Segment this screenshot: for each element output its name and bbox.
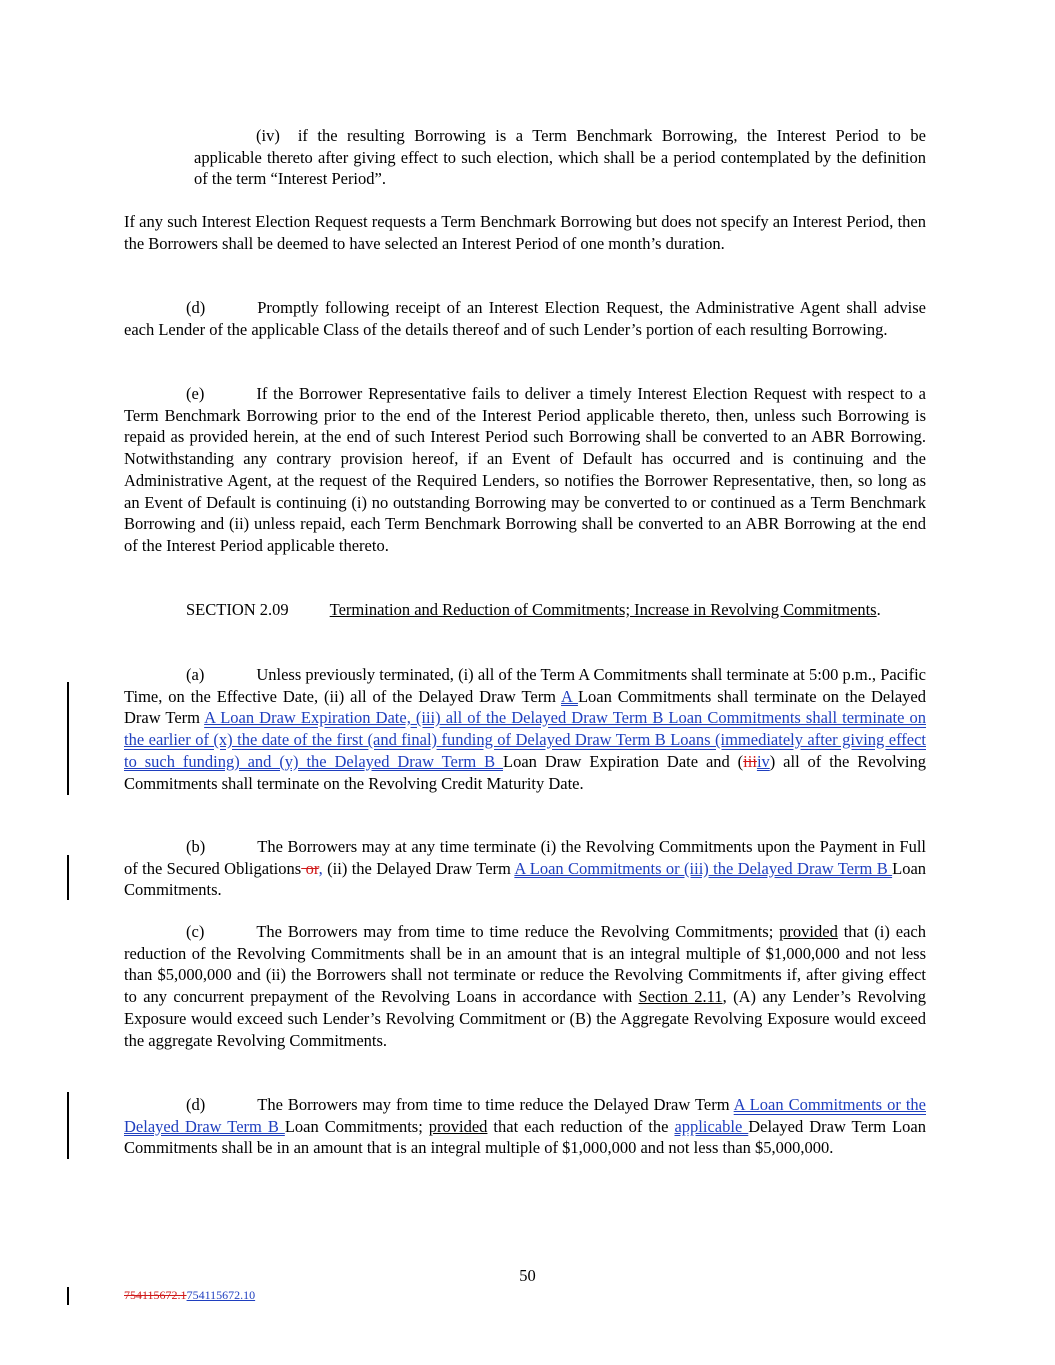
clause-d-delayed-draw-reduction <box>124 1094 926 1159</box>
clause-c-text-3: , (A) any Lender’s Revolving Exposure would exceed such Lender’s Revolving Commitment or (B) the Aggregate Revolving Exposure would exceed the aggregate Revolving Commitments. <box>124 987 926 1050</box>
paragraph-text: If any such Interest Election Request requests a Term Benchmark Borrowing but does not specify an Interest Period, then the Borrowers shall be deemed to have selected an Interest Period of one month’s duration. <box>124 212 926 253</box>
clause-iv-text: if the resulting Borrowing is a Term Benchmark Borrowing, the Interest Period to be applicable thereto after giving effect to such election, which shall be a period contemplated by the definition of the term “Interest Period”. <box>194 126 926 189</box>
clause-a-text-3: Loan Draw Expiration Date and ( <box>503 751 744 771</box>
section-reference: Section 2.11 <box>638 987 723 1007</box>
clause-a-number: (a) <box>186 665 205 684</box>
clause-a-text-1: Unless previously terminated, (i) all of the Term A Commitments shall terminate at 5:00 p.m., Pacific Time, on the Effective Date, (ii) all of the Delayed Draw Term <box>124 665 926 706</box>
section-period: . <box>876 600 881 619</box>
provided-term: provided <box>428 1116 488 1136</box>
clause-a-text-4: ) all of the Revolving Commitments shall terminate on the Revolving Credit Maturity Date. <box>124 751 927 793</box>
clause-a-termination <box>124 664 926 794</box>
clause-iv <box>194 125 926 190</box>
clause-b-text-1: The Borrowers may at any time terminate (i) the Revolving Commitments upon the Payment in Full of the Secured Obligations <box>124 837 926 878</box>
deleted-text: iii <box>743 751 757 771</box>
clause-e-text: If the Borrower Representative fails to deliver a timely Interest Election Request with respect to a Term Benchmark Borrowing prior to the end of the Interest Period applicable thereto, then, unless such Borrowing is repaid as provided herein, at the end of such Interest Period such Borrowing shall be converted to an ABR Borrowing. Notwithstanding any contrary provision hereof, if an Event of Default has occurred and is continuing and the Administrative Agent, at the request of the Required Lenders, so notifies the Borrower Representative, then, so long as an Event of Default is continuing (i) no outstanding Borrowing may be converted to or continued as a Term Benchmark Borrowing and (ii) unless repaid, each Term Benchmark Borrowing shall be converted to an ABR Borrowing at the end of the Interest Period applicable thereto. <box>124 384 926 555</box>
inserted-text: A Loan Commitments or the Delayed Draw Term B <box>124 1095 926 1136</box>
change-bar <box>67 1287 69 1305</box>
inserted-text: A <box>561 686 578 706</box>
inserted-text: iv <box>756 751 770 771</box>
inserted-text: applicable <box>674 1116 749 1136</box>
change-bar <box>67 855 69 900</box>
deleted-text: or <box>301 858 319 878</box>
clause-b-text-3: Loan Commitments. <box>124 858 927 900</box>
clause-d-text: Promptly following receipt of an Interest Election Request, the Administrative Agent shall advise each Lender of the applicable Class of the details thereof and of such Lender’s portion of each resulting Borrowing. <box>124 298 926 339</box>
clause-c-text-1: The Borrowers may from time to time reduce the Revolving Commitments; <box>256 922 780 941</box>
paragraph-default-interest-period <box>124 211 926 254</box>
clause-b-text-2: (ii) the Delayed Draw Term <box>322 858 515 878</box>
clause-d2-text-4: Delayed Draw Term Loan Commitments shall be in an amount that is an integral multiple of $1,000,000 and not less than $5,000,000. <box>124 1116 926 1158</box>
inserted-text: A Loan Commitments or (iii) the Delayed Draw Term B <box>514 858 893 878</box>
clause-d2-text-1: The Borrowers may from time to time reduce the Delayed Draw Term <box>257 1095 734 1114</box>
section-label: SECTION 2.09 <box>186 600 289 619</box>
clause-e-number: (e) <box>186 384 205 403</box>
inserted-text: , <box>318 858 323 878</box>
clause-iv-number: (iv) <box>256 126 280 145</box>
inserted-text: A Loan Draw Expiration Date, (iii) all of the Delayed Draw Term B Loan Commitments shall terminate on the earlier of (x) the date of the first (and final) funding of Delayed Draw Term B Loans (immediately after giving effect to such funding) and (y) the Delayed Draw Term B <box>124 708 926 771</box>
clause-c-number: (c) <box>186 922 205 941</box>
clause-d-notice <box>124 297 926 340</box>
change-bar <box>67 682 69 795</box>
section-title: Termination and Reduction of Commitments; Increase in Revolving Commitments <box>329 600 877 619</box>
deleted-docid: 754115672.1 <box>124 1288 187 1302</box>
clause-d2-text-3: that each reduction of the <box>487 1116 675 1136</box>
inserted-docid: 754115672.10 <box>186 1288 256 1302</box>
document-id <box>124 1288 255 1303</box>
page-number: 50 <box>519 1266 536 1285</box>
provided-term: provided <box>779 922 838 941</box>
clause-d2-number: (d) <box>186 1095 206 1114</box>
clause-c-text-2: that (i) each reduction of the Revolving Commitments shall be in an amount that is an integral multiple of $1,000,000 and not less than $5,000,000 and (ii) the Borrowers shall not terminate or reduce the Revolving Commitments if, after giving effect to any concurrent prepayment of the Revolving Loans in accordance with <box>124 922 926 1007</box>
clause-b-termination <box>124 836 926 901</box>
clause-d-number: (d) <box>186 298 206 317</box>
clause-b-number: (b) <box>186 837 206 856</box>
clause-d2-text-2: Loan Commitments; <box>284 1116 429 1136</box>
clause-e-conversion <box>124 383 926 557</box>
section-heading <box>124 599 926 621</box>
clause-a-text-2: Loan Commitments shall terminate on the Delayed Draw Term <box>124 686 926 728</box>
clause-c-reduction <box>124 921 926 1051</box>
change-bar <box>67 1092 69 1159</box>
